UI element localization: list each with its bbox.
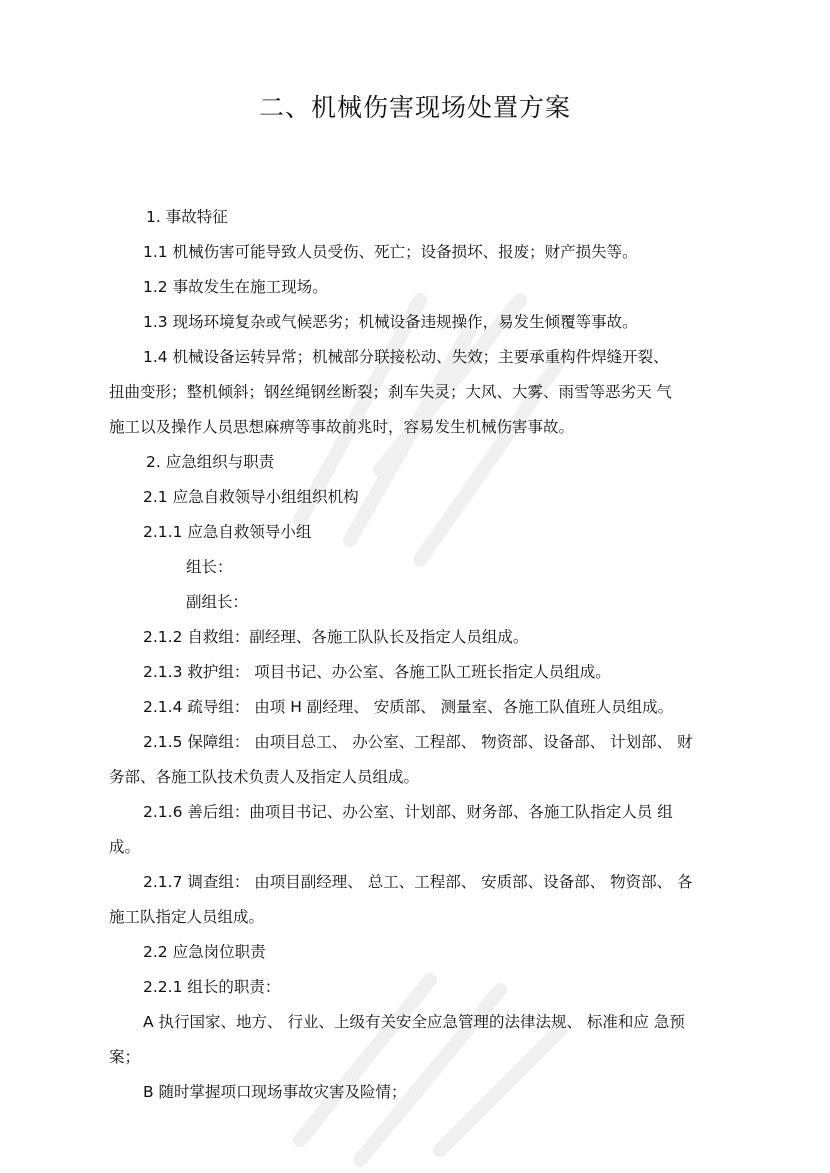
paragraph-2-1-6-line-1: 2.1.6 善后组：曲项目书记、办公室、计划部、财务部、各施工队指定人员 组 — [143, 803, 673, 821]
paragraph-item-a-line-2: 案； — [109, 1048, 141, 1066]
paragraph-2-1-6-line-2: 成。 — [109, 838, 141, 856]
paragraph-1-1: 1.1 机械伤害可能导致人员受伤、死亡；设备损坏、报废；财产损失等。 — [143, 243, 638, 261]
paragraph-1-4-line-2: 扭曲变形；整机倾斜；钢丝绳钢丝断裂；刹车失灵；大风、大雾、雨雪等恶劣天 气 — [109, 383, 672, 401]
document-title: 二、机械伤害现场处置方案 — [258, 93, 571, 122]
paragraph-leader: 组长： — [186, 558, 233, 576]
paragraph-item-a-line-1: A 执行国家、地方、 行业、上级有关安全应急管理的法律法规、 标准和应 急预 — [143, 1013, 685, 1031]
paragraph-2-1-7-line-2: 施工队指定人员组成。 — [109, 908, 265, 926]
paragraph-1-4-line-3: 施工以及操作人员思想麻痹等事故前兆时，容易发生机械伤害事故。 — [109, 418, 575, 436]
paragraph-2-1-7-line-1: 2.1.7 调查组： 由项目副经理、 总工、工程部、 安质部、设备部、 物资部、 各 — [143, 873, 693, 891]
paragraph-2-1-3: 2.1.3 救护组： 项目书记、办公室、各施工队工班长指定人员组成。 — [143, 663, 611, 681]
paragraph-section-1: 1. 事故特征 — [146, 208, 228, 226]
paragraph-2-1-2: 2.1.2 自救组：副经理、各施工队队长及指定人员组成。 — [143, 628, 529, 646]
paragraph-2-1-5-line-1: 2.1.5 保障组： 由项目总工、 办公室、工程部、 物资部、设备部、 计划部、 财 — [143, 733, 693, 751]
paragraph-2-1-4: 2.1.4 疏导组： 由项 H 副经理、 安质部、 测量室、各施工队值班人员组成。 — [143, 698, 674, 716]
paragraph-1-2: 1.2 事故发生在施工现场。 — [143, 278, 328, 296]
paragraph-2-1-1: 2.1.1 应急自救领导小组 — [143, 523, 312, 541]
watermark-stroke — [440, 1030, 560, 1150]
paragraph-2-2-1: 2.2.1 组长的职责： — [143, 978, 281, 996]
paragraph-1-3: 1.3 现场环境复杂或气候恶劣；机械设备违规操作，易发生倾覆等事故。 — [143, 313, 638, 331]
paragraph-deputy-leader: 副组长： — [186, 593, 249, 611]
watermark-stroke — [300, 980, 430, 1140]
paragraph-2-1-5-line-2: 务部、各施工队技术负责人及指定人员组成。 — [109, 768, 420, 786]
paragraph-2-2: 2.2 应急岗位职责 — [143, 943, 266, 961]
paragraph-2-1: 2.1 应急自救领导小组组织机构 — [143, 488, 359, 506]
paragraph-1-4-line-1: 1.4 机械设备运转异常；机械部分联接松动、失效；主要承重构件焊缝开裂、 — [143, 348, 669, 366]
paragraph-item-b: B 随时掌握项口现场事故灾害及险情； — [143, 1083, 407, 1101]
paragraph-section-2: 2. 应急组织与职责 — [146, 453, 275, 471]
